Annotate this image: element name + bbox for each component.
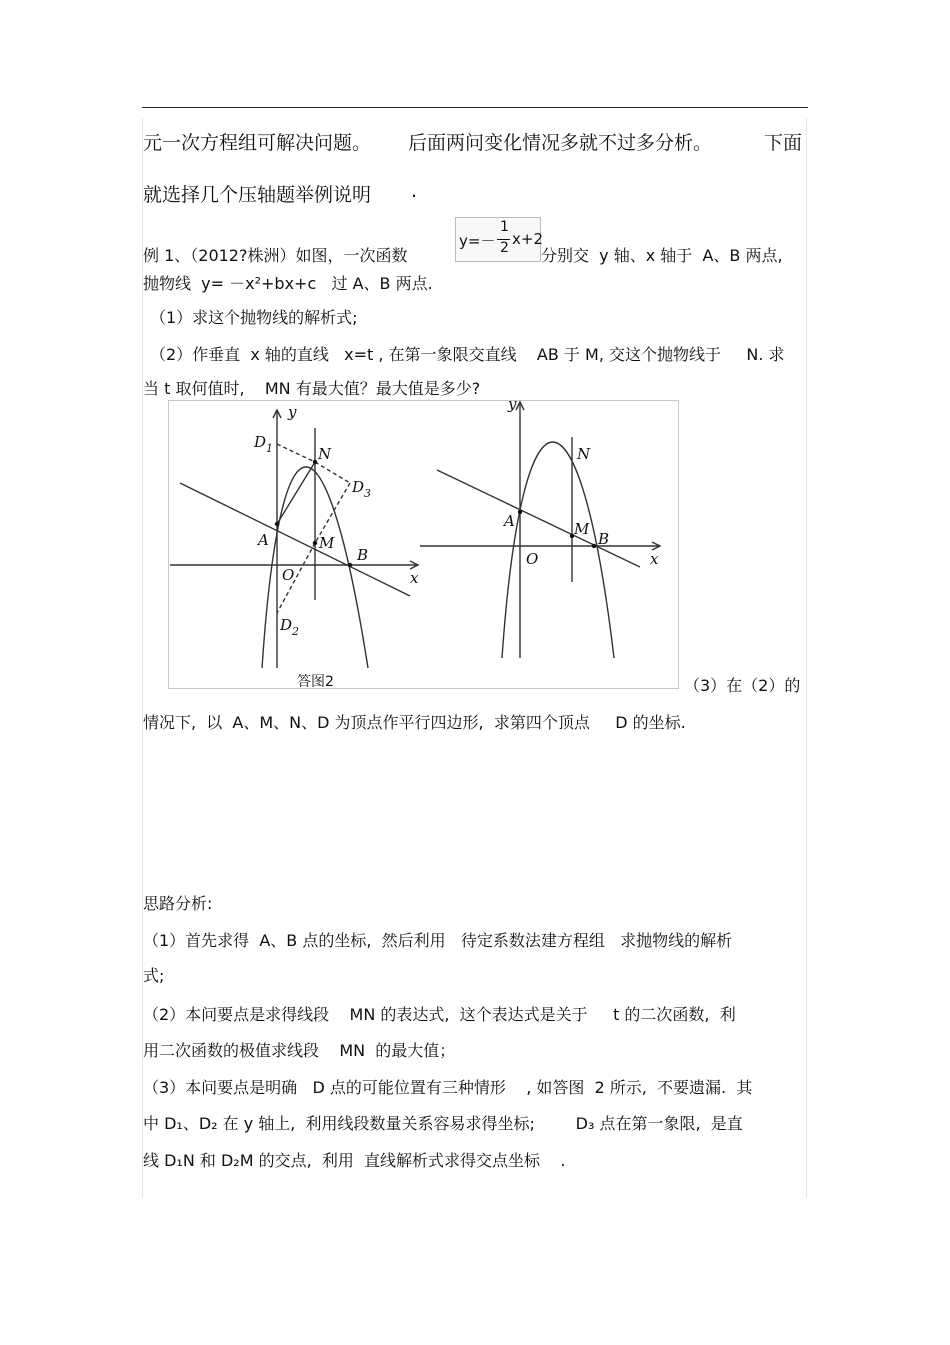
left-label-d2: D (280, 616, 293, 634)
right-line-ab (437, 470, 640, 567)
example-prefix: 例 1、（2012?株洲）如图，一次函数 (143, 246, 408, 265)
question-2-line2: 当 t 取何值时, MN 有最大值？最大值是多少? (143, 379, 481, 398)
left-label-m: M (319, 534, 335, 552)
left-label-o: O (282, 566, 295, 584)
example-suffix: 分别交 y 轴、x 轴于 A、B 两点, (541, 246, 783, 265)
left-label-x: x (410, 569, 419, 587)
right-label-a: A (504, 512, 515, 530)
left-point-b (348, 563, 352, 567)
analysis-p3-line1: （3）本问要点是明确 D 点的可能位置有三种情形 , 如答图 2 所示, 不要遗漏. 其 (143, 1078, 753, 1097)
right-label-b: B (598, 530, 610, 548)
question-2-line1: （2）作垂直 x 轴的直线 x=t , 在第一象限交直线 AB 于 M, 交这个抛物线于 N. 求 (150, 345, 785, 364)
left-point-m (313, 541, 317, 545)
analysis-p2-line1: （2）本问要点是求得线段 MN 的表达式, 这个表达式是关于 t 的二次函数, 利 (143, 1005, 736, 1024)
right-point-a (518, 510, 522, 514)
right-label-o: O (526, 550, 539, 568)
left-point-n (313, 460, 317, 464)
left-label-d3: D (352, 478, 365, 496)
analysis-heading: 思路分析: (143, 894, 213, 913)
example-line2: 抛物线 y= －x²+bx+c 过 A、B 两点. (143, 274, 433, 293)
question-3-line2: 情况下, 以 A、M、N、D 为顶点作平行四边形, 求第四个顶点 D 的坐标. (143, 713, 686, 732)
analysis-p3-line3: 线 D₁N 和 D₂M 的交点, 利用 直线解析式求得交点坐标 . (143, 1151, 566, 1170)
analysis-p1-line1: （1）首先求得 A、B 点的坐标, 然后利用 待定系数法建方程组 求抛物线的解析 (143, 931, 733, 950)
intro-line2-dot: . (411, 180, 418, 202)
intro-line1-c: 下面 (764, 132, 803, 154)
question-3-line1: （3）在（2）的 (684, 676, 801, 695)
left-label-d1: D (254, 433, 267, 451)
right-label-y: y (508, 395, 517, 413)
formula-denominator: 2 (500, 240, 509, 256)
formula-lhs: y=－ (459, 232, 496, 250)
figure-caption: 答图2 (297, 674, 334, 690)
left-label-a: A (258, 531, 269, 549)
left-segment-an (277, 462, 315, 524)
intro-line2: 就选择几个压轴题举例说明 (143, 184, 372, 206)
analysis-p2-line2: 用二次函数的极值求线段 MN 的最大值； (143, 1041, 456, 1060)
left-label-n: N (318, 445, 332, 463)
intro-line1-a: 元一次方程组可解决问题。 (143, 132, 372, 154)
intro-line1-b: 后面两问变化情况多就不过多分析。 (408, 132, 713, 154)
left-line-ab (180, 483, 410, 596)
right-label-n: N (577, 445, 591, 463)
right-point-b (592, 544, 596, 548)
left-label-d3-sub: 3 (364, 487, 371, 500)
left-label-y: y (288, 403, 297, 421)
left-label-d2-sub: 2 (292, 625, 299, 638)
question-1: （1）求这个抛物线的解析式; (150, 308, 358, 327)
right-label-m: M (574, 520, 590, 538)
left-label-d1-sub: 1 (266, 442, 273, 455)
left-dashed-d1n (277, 444, 315, 462)
analysis-p3-line2: 中 D₁、D₂ 在 y 轴上, 利用线段数量关系容易求得坐标; D₃ 点在第一象限, 是直 (143, 1114, 743, 1133)
formula-rhs: x+2 (512, 230, 543, 248)
left-label-b: B (357, 546, 369, 564)
formula-numerator: 1 (500, 219, 509, 235)
left-point-a (275, 522, 279, 526)
right-label-x: x (650, 550, 659, 568)
right-parabola (502, 442, 614, 658)
analysis-p1-line2: 式; (143, 966, 165, 985)
